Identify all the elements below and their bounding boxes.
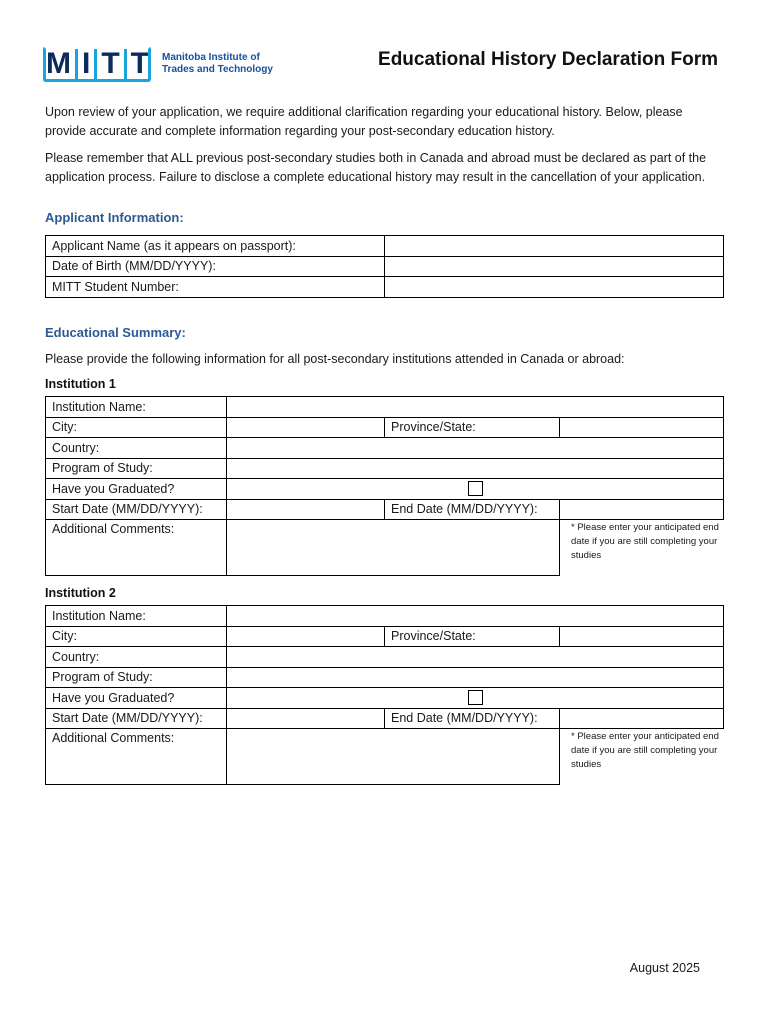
table-row: [46, 708, 724, 729]
form-title: Educational History Declaration Form: [378, 49, 718, 70]
dob-label: Date of Birth (MM/DD/YYYY):: [46, 256, 385, 277]
city-label: City:: [46, 417, 227, 438]
logo-text-line1: Manitoba Institute of: [162, 52, 260, 63]
logo-letter-i: I: [82, 47, 91, 80]
table-row: [46, 256, 724, 277]
table-row: [46, 606, 724, 627]
student-number-field[interactable]: [385, 277, 724, 298]
program-label: Program of Study:: [46, 667, 227, 688]
comments-label: Additional Comments:: [46, 729, 227, 785]
comments-field[interactable]: [227, 520, 560, 576]
program-label: Program of Study:: [46, 458, 227, 479]
country-field[interactable]: [227, 647, 724, 668]
table-row: [46, 397, 724, 418]
table-row: [46, 647, 724, 668]
end-date-field[interactable]: [560, 499, 724, 520]
table-row: [46, 626, 724, 647]
table-row: [46, 417, 724, 438]
city-label: City:: [46, 626, 227, 647]
end-date-note: * Please enter your anticipated end date if you are still completing your studies: [571, 731, 719, 770]
intro-paragraph-2: Please remember that ALL previous post-secondary studies both in Canada and abroad must be declared as part of the application process. Failure to disclose a complete educational history may result in the cancellation of your application.: [45, 151, 707, 184]
summary-heading: Educational Summary:: [45, 325, 186, 340]
graduated-label: Have you Graduated?: [46, 479, 227, 500]
end-date-label: End Date (MM/DD/YYYY):: [385, 708, 560, 729]
institution-1-heading: Institution 1: [45, 377, 116, 391]
table-row: [46, 479, 724, 500]
start-date-label: Start Date (MM/DD/YYYY):: [46, 499, 227, 520]
table-row: [46, 688, 724, 709]
start-date-field[interactable]: [227, 499, 385, 520]
table-row: [46, 277, 724, 298]
logo-letter-m: M: [46, 47, 71, 80]
city-field[interactable]: [227, 626, 385, 647]
graduated-label: Have you Graduated?: [46, 688, 227, 709]
table-row: [46, 499, 724, 520]
country-field[interactable]: [227, 438, 724, 459]
program-field[interactable]: [227, 667, 724, 688]
logo-text-line2: Trades and Technology: [162, 64, 273, 75]
city-field[interactable]: [227, 417, 385, 438]
logo-letter-t: T: [101, 47, 120, 80]
applicant-name-field[interactable]: [385, 236, 724, 257]
country-label: Country:: [46, 438, 227, 459]
institution-name-label: Institution Name:: [46, 397, 227, 418]
institution-2-heading: Institution 2: [45, 586, 116, 600]
institution-name-field[interactable]: [227, 397, 724, 418]
student-number-label: MITT Student Number:: [46, 277, 385, 298]
end-date-field[interactable]: [560, 708, 724, 729]
dob-field[interactable]: [385, 256, 724, 277]
intro-paragraph-1: Upon review of your application, we require additional clarification regarding your educational history. Below, please provide accurate and complete information regarding your post-secondary education history.: [45, 105, 683, 138]
applicant-name-label: Applicant Name (as it appears on passport):: [46, 236, 385, 257]
province-label: Province/State:: [385, 417, 560, 438]
end-date-note: * Please enter your anticipated end date if you are still completing your studies: [571, 522, 719, 561]
start-date-label: Start Date (MM/DD/YYYY):: [46, 708, 227, 729]
logo-text: [162, 52, 273, 76]
table-row: [46, 236, 724, 257]
footer-date: August 2025: [629, 961, 700, 975]
institution-name-label: Institution Name:: [46, 606, 227, 627]
graduated-cell: [227, 479, 724, 500]
province-label: Province/State:: [385, 626, 560, 647]
start-date-field[interactable]: [227, 708, 385, 729]
summary-instructions: Please provide the following information for all post-secondary institutions attended in Canada or abroad:: [45, 352, 625, 366]
graduated-checkbox[interactable]: [468, 690, 483, 705]
logo-letter-t: T: [130, 47, 149, 80]
graduated-cell: [227, 688, 724, 709]
applicant-table: [45, 235, 724, 298]
logo-frame: [43, 46, 151, 82]
table-row: [46, 458, 724, 479]
comments-field[interactable]: [227, 729, 560, 785]
institution-name-field[interactable]: [227, 606, 724, 627]
applicant-heading: Applicant Information:: [45, 210, 184, 225]
program-field[interactable]: [227, 458, 724, 479]
province-field[interactable]: [560, 626, 724, 647]
end-date-label: End Date (MM/DD/YYYY):: [385, 499, 560, 520]
mitt-logo: [43, 45, 273, 83]
comments-label: Additional Comments:: [46, 520, 227, 576]
logo-mark: [43, 46, 152, 82]
province-field[interactable]: [560, 417, 724, 438]
table-row: [46, 438, 724, 459]
table-row: [46, 667, 724, 688]
country-label: Country:: [46, 647, 227, 668]
graduated-checkbox[interactable]: [468, 481, 483, 496]
